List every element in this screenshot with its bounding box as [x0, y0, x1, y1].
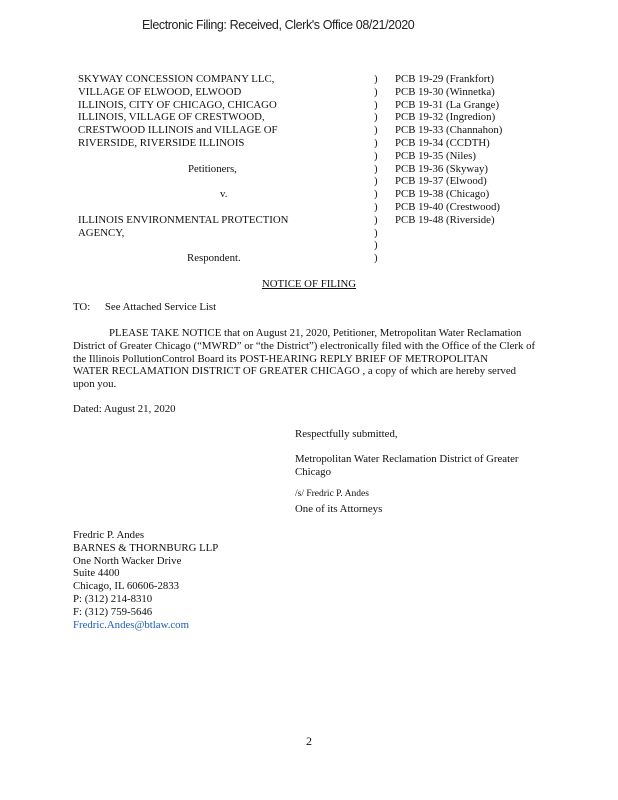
city-state-zip: Chicago, IL 60606-2833 [73, 580, 180, 593]
dated-line: Dated: August 21, 2020 [73, 403, 176, 415]
versus-label: v. [220, 188, 228, 201]
petitioner-line: ILLINOIS, VILLAGE OF CRESTWOOD, [78, 111, 265, 124]
closing-block [295, 428, 595, 516]
petitioner-line: ILLINOIS, CITY OF CHICAGO, CHICAGO [78, 98, 277, 111]
paren: ) [374, 226, 378, 239]
caption-parentheses [374, 73, 384, 265]
paren: ) [374, 188, 378, 201]
case-number: PCB 19-38 (Chicago) [395, 188, 490, 201]
to-label: TO: [73, 301, 91, 313]
org-line: Chicago [295, 465, 331, 478]
paren: ) [374, 162, 378, 175]
e-signature: /s/ Fredric P. Andes [295, 489, 369, 500]
paren: ) [374, 175, 378, 188]
petitioner-line: SKYWAY CONCESSION COMPANY LLC, [78, 73, 275, 85]
case-number-list [395, 73, 595, 227]
case-number: PCB 19-34 (CCDTH) [395, 136, 490, 149]
petitioner-line: RIVERSIDE, RIVERSIDE ILLINOIS [78, 136, 245, 149]
paren: ) [374, 111, 378, 124]
to-line [73, 301, 573, 314]
paren: ) [374, 73, 378, 85]
paren: ) [374, 98, 378, 111]
paren: ) [374, 200, 378, 213]
paragraph-line: District of Greater Chicago (“MWRD” or “the District”) electronically filed with the Office of the Clerk of [73, 339, 536, 352]
case-number: PCB 19-37 (Elwood) [395, 175, 487, 188]
paren: ) [374, 239, 378, 252]
phone-number: P: (312) 214-8310 [73, 592, 153, 605]
respectfully-submitted: Respectfully submitted, [295, 428, 398, 440]
case-number: PCB 19-35 (Niles) [395, 149, 476, 162]
attorney-name: Fredric P. Andes [73, 529, 145, 541]
petitioners-label: Petitioners, [188, 162, 237, 175]
case-number: PCB 19-33 (Channahon) [395, 124, 503, 137]
paragraph-line: PLEASE TAKE NOTICE that on August 21, 2020, Petitioner, Metropolitan Water Reclamation [109, 327, 522, 339]
paragraph-line: upon you. [73, 378, 117, 391]
respondent-line: AGENCY, [78, 226, 125, 239]
signer-role: One of its Attorneys [295, 503, 383, 516]
org-line: Metropolitan Water Reclamation District of Greater [295, 452, 519, 465]
to-value: See Attached Service List [104, 301, 217, 313]
paren: ) [374, 252, 378, 265]
respondent-line: ILLINOIS ENVIRONMENTAL PROTECTION [78, 213, 289, 226]
petitioner-line: CRESTWOOD ILLINOIS and VILLAGE OF [78, 124, 278, 137]
case-number: PCB 19-48 (Riverside) [395, 213, 495, 226]
respondent-label: Respondent. [187, 252, 241, 265]
paren: ) [374, 136, 378, 149]
petitioner-line: VILLAGE OF ELWOOD, ELWOOD [78, 85, 242, 98]
paren: ) [374, 149, 378, 162]
paragraph-line: the Illinois PollutionControl Board its POST-HEARING REPLY BRIEF OF METROPOLITAN [73, 352, 489, 365]
suite: Suite 4400 [73, 567, 120, 580]
page-number: 2 [306, 734, 312, 748]
case-number: PCB 19-32 (Ingredion) [395, 111, 496, 124]
electronic-filing-header: Electronic Filing: Received, Clerk's Office 08/21/2020 [142, 18, 415, 32]
case-number: PCB 19-29 (Frankfort) [395, 73, 494, 85]
attorney-contact-block [73, 529, 333, 631]
street-address: One North Wacker Drive [73, 554, 182, 567]
paragraph-line: WATER RECLAMATION DISTRICT OF GREATER CHICAGO , a copy of which are hereby served [73, 365, 517, 378]
paren: ) [374, 213, 378, 226]
notice-title: NOTICE OF FILING [261, 278, 357, 290]
law-firm: BARNES & THORNBURG LLP [73, 541, 219, 554]
case-number: PCB 19-30 (Winnetka) [395, 85, 495, 98]
fax-number: F: (312) 759-5646 [73, 605, 153, 618]
email-link[interactable]: Fredric.Andes@btlaw.com [73, 618, 189, 631]
notice-paragraph [73, 327, 573, 391]
paren: ) [374, 85, 378, 98]
case-number: PCB 19-40 (Crestwood) [395, 200, 500, 213]
case-number: PCB 19-31 (La Grange) [395, 98, 500, 111]
case-number: PCB 19-36 (Skyway) [395, 162, 488, 175]
case-caption-parties [78, 73, 368, 265]
paren: ) [374, 124, 378, 137]
